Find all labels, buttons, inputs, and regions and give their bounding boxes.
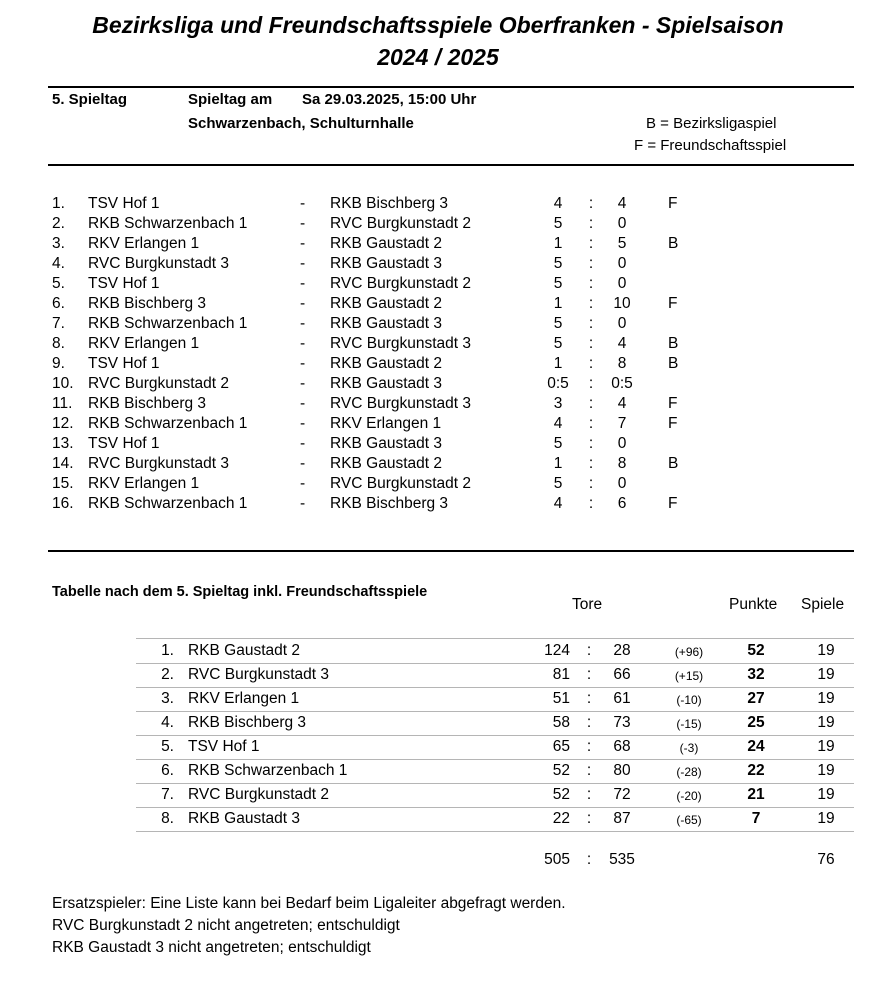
away-team: RKB Gaustadt 2 [330,455,443,472]
match-dash: - [300,435,306,452]
home-team: RKV Erlangen 1 [88,475,200,492]
away-team: RKB Gaustadt 3 [330,375,443,392]
home-score: 1 [553,455,563,472]
away-score: 4 [617,195,627,212]
goals-colon: : [586,690,592,707]
rank: 8. [161,810,174,827]
score-colon: : [588,495,594,512]
match-dash: - [300,295,306,312]
home-score: 0:5 [547,375,569,392]
goals-colon: : [586,738,592,755]
match-number: 5. [52,275,65,292]
home-score: 4 [553,495,563,512]
home-score: 5 [553,315,563,332]
legend-b: B = Bezirksligaspiel [646,115,777,132]
goal-difference: (-3) [679,741,699,755]
match-type: B [668,355,679,372]
home-team: RVC Burgkunstadt 2 [88,375,230,392]
match-number: 14. [52,455,74,472]
games-played: 19 [817,666,835,683]
points: 22 [747,762,765,779]
away-score: 8 [617,355,627,372]
goals-against: 61 [613,690,631,707]
match-dash: - [300,375,306,392]
away-team: RVC Burgkunstadt 2 [330,215,472,232]
match-number: 12. [52,415,74,432]
table-row [136,711,854,736]
goals-against: 73 [613,714,631,731]
away-team: RVC Burgkunstadt 3 [330,335,472,352]
match-number: 13. [52,435,74,452]
table-row [136,663,854,688]
match-number: 9. [52,355,65,372]
col-header-punkte: Punkte [729,596,778,613]
home-score: 5 [553,335,563,352]
match-row [0,215,876,235]
match-dash: - [300,275,306,292]
away-team: RKB Bischberg 3 [330,495,449,512]
team-name: RVC Burgkunstadt 3 [188,666,330,683]
away-score: 4 [617,395,627,412]
team-name: RKB Gaustadt 2 [188,642,301,659]
goals-against: 72 [613,786,631,803]
match-dash: - [300,395,306,412]
col-header-tore: Tore [572,596,603,613]
goals-colon: : [586,786,592,803]
match-dash: - [300,215,306,232]
match-row [0,335,876,355]
match-row [0,275,876,295]
note-gaustadt: RKB Gaustadt 3 nicht angetreten; entschuldigt [52,939,371,956]
games-played: 19 [817,810,835,827]
match-type: B [668,455,679,472]
away-team: RKB Gaustadt 3 [330,435,443,452]
home-team: RKV Erlangen 1 [88,335,200,352]
games-played: 19 [817,786,835,803]
home-team: RKB Schwarzenbach 1 [88,415,248,432]
away-team: RVC Burgkunstadt 3 [330,395,472,412]
away-team: RVC Burgkunstadt 2 [330,275,472,292]
home-score: 5 [553,275,563,292]
goals-colon: : [586,642,592,659]
match-number: 3. [52,235,65,252]
goals-against: 80 [613,762,631,779]
score-colon: : [588,195,594,212]
games-played: 19 [817,738,835,755]
games-played: 19 [817,714,835,731]
goals-for: 22 [552,810,570,827]
match-dash: - [300,335,306,352]
team-name: RVC Burgkunstadt 2 [188,786,330,803]
away-score: 0:5 [611,375,633,392]
home-team: TSV Hof 1 [88,275,160,292]
home-score: 4 [553,415,563,432]
goal-difference: (-15) [676,717,702,731]
home-score: 5 [553,215,563,232]
score-colon: : [588,255,594,272]
home-score: 4 [553,195,563,212]
goals-colon: : [586,714,592,731]
match-row [0,295,876,315]
match-number: 1. [52,195,65,212]
match-row [0,255,876,275]
score-colon: : [588,475,594,492]
away-score: 10 [613,295,631,312]
home-score: 5 [553,435,563,452]
total-games: 76 [817,851,835,868]
away-score: 0 [617,275,627,292]
goals-against: 68 [613,738,631,755]
note-ersatzspieler: Ersatzspieler: Eine Liste kann bei Bedarf beim Ligaleiter abgefragt werden. [52,895,566,912]
match-dash: - [300,495,306,512]
away-score: 0 [617,215,627,232]
home-score: 5 [553,255,563,272]
spieltag-am-label: Spieltag am [188,91,273,108]
home-score: 1 [553,295,563,312]
goal-difference: (-10) [676,693,702,707]
home-team: RKB Bischberg 3 [88,395,207,412]
goals-for: 51 [552,690,570,707]
goals-for: 124 [544,642,570,659]
away-team: RKB Gaustadt 3 [330,315,443,332]
match-row [0,495,876,515]
home-team: RKB Schwarzenbach 1 [88,315,248,332]
points: 25 [747,714,765,731]
goal-difference: (-20) [676,789,702,803]
match-dash: - [300,255,306,272]
score-colon: : [588,295,594,312]
rank: 6. [161,762,174,779]
away-team: RKB Gaustadt 2 [330,235,443,252]
rank: 7. [161,786,174,803]
match-row [0,475,876,495]
page-title-line2: 2024 / 2025 [377,44,499,70]
match-number: 15. [52,475,74,492]
rank: 5. [161,738,174,755]
goals-against: 28 [613,642,631,659]
match-number: 10. [52,375,74,392]
score-colon: : [588,335,594,352]
goals-colon: : [586,762,592,779]
goals-against: 66 [613,666,631,683]
top-divider [48,86,854,88]
away-team: RKB Bischberg 3 [330,195,449,212]
away-score: 5 [617,235,627,252]
match-number: 7. [52,315,65,332]
points: 32 [747,666,765,683]
total-goals-against: 535 [609,851,635,868]
points: 21 [747,786,765,803]
match-row [0,235,876,255]
match-row [0,435,876,455]
goals-colon: : [586,810,592,827]
goals-for: 58 [552,714,570,731]
match-dash: - [300,355,306,372]
home-team: RKV Erlangen 1 [88,235,200,252]
home-score: 3 [553,395,563,412]
home-team: TSV Hof 1 [88,355,160,372]
rank: 1. [161,642,174,659]
match-number: 16. [52,495,74,512]
match-type: F [668,195,678,212]
match-row [0,195,876,215]
match-number: 2. [52,215,65,232]
home-team: RVC Burgkunstadt 3 [88,455,230,472]
goals-against: 87 [613,810,631,827]
rank: 2. [161,666,174,683]
goals-for: 52 [552,786,570,803]
team-name: TSV Hof 1 [188,738,260,755]
goal-difference: (-28) [676,765,702,779]
home-team: RKB Schwarzenbach 1 [88,215,248,232]
match-row [0,315,876,335]
home-team: RVC Burgkunstadt 3 [88,255,230,272]
score-colon: : [588,395,594,412]
away-team: RVC Burgkunstadt 2 [330,475,472,492]
page-title-line1: Bezirksliga und Freundschaftsspiele Oberfranken - Spielsaison [92,12,784,38]
goal-difference: (+15) [674,669,704,683]
match-dash: - [300,315,306,332]
match-row [0,455,876,475]
matches-divider [48,550,854,552]
match-number: 8. [52,335,65,352]
team-name: RKB Schwarzenbach 1 [188,762,348,779]
table-row [136,759,854,784]
away-score: 7 [617,415,627,432]
score-colon: : [588,455,594,472]
legend-f: F = Freundschaftsspiel [634,137,787,154]
match-dash: - [300,455,306,472]
score-colon: : [588,375,594,392]
match-row [0,395,876,415]
goals-for: 65 [552,738,570,755]
table-row [136,639,854,664]
note-burgkunstadt: RVC Burgkunstadt 2 nicht angetreten; entschuldigt [52,917,400,934]
away-score: 4 [617,335,627,352]
home-team: TSV Hof 1 [88,435,160,452]
match-dash: - [300,235,306,252]
team-name: RKB Bischberg 3 [188,714,307,731]
away-team: RKB Gaustadt 2 [330,295,443,312]
away-score: 0 [617,315,627,332]
score-colon: : [588,235,594,252]
match-type: F [668,495,678,512]
goals-for: 81 [552,666,570,683]
match-dash: - [300,475,306,492]
header-divider [48,164,854,166]
home-team: RKB Bischberg 3 [88,295,207,312]
table-title: Tabelle nach dem 5. Spieltag inkl. Freundschaftsspiele [52,584,428,600]
score-colon: : [588,275,594,292]
match-type: B [668,235,679,252]
home-score: 1 [553,235,563,252]
games-played: 19 [817,642,835,659]
score-colon: : [588,215,594,232]
team-name: RKB Gaustadt 3 [188,810,301,827]
home-team: TSV Hof 1 [88,195,160,212]
points: 7 [751,810,761,827]
match-row [0,375,876,395]
goal-difference: (+96) [674,645,704,659]
goals-colon: : [586,666,592,683]
home-team: RKB Schwarzenbach 1 [88,495,248,512]
table-row [136,807,854,832]
points: 52 [747,642,765,659]
rank: 4. [161,714,174,731]
match-dash: - [300,415,306,432]
venue: Schwarzenbach, Schulturnhalle [188,115,414,132]
match-type: F [668,395,678,412]
away-team: RKV Erlangen 1 [330,415,442,432]
match-date: Sa 29.03.2025, 15:00 Uhr [302,91,477,108]
score-colon: : [588,415,594,432]
away-score: 6 [617,495,627,512]
goal-difference: (-65) [676,813,702,827]
table-row [136,783,854,808]
score-colon: : [588,435,594,452]
spieltag-label: 5. Spieltag [52,91,128,108]
away-score: 0 [617,255,627,272]
games-played: 19 [817,690,835,707]
total-colon: : [586,851,592,868]
match-row [0,355,876,375]
match-type: F [668,295,678,312]
away-score: 0 [617,475,627,492]
match-row [0,415,876,435]
home-score: 1 [553,355,563,372]
match-dash: - [300,195,306,212]
home-score: 5 [553,475,563,492]
away-score: 0 [617,435,627,452]
away-score: 8 [617,455,627,472]
rank: 3. [161,690,174,707]
table-row [136,687,854,712]
table-row [136,735,854,760]
match-number: 11. [52,395,73,412]
match-number: 4. [52,255,65,272]
match-type: F [668,415,678,432]
match-type: B [668,335,679,352]
match-number: 6. [52,295,65,312]
away-team: RKB Gaustadt 2 [330,355,443,372]
score-colon: : [588,315,594,332]
points: 24 [747,738,765,755]
games-played: 19 [817,762,835,779]
score-colon: : [588,355,594,372]
goals-for: 52 [552,762,570,779]
away-team: RKB Gaustadt 3 [330,255,443,272]
points: 27 [747,690,765,707]
col-header-spiele: Spiele [801,596,845,613]
team-name: RKV Erlangen 1 [188,690,300,707]
total-goals-for: 505 [544,851,570,868]
